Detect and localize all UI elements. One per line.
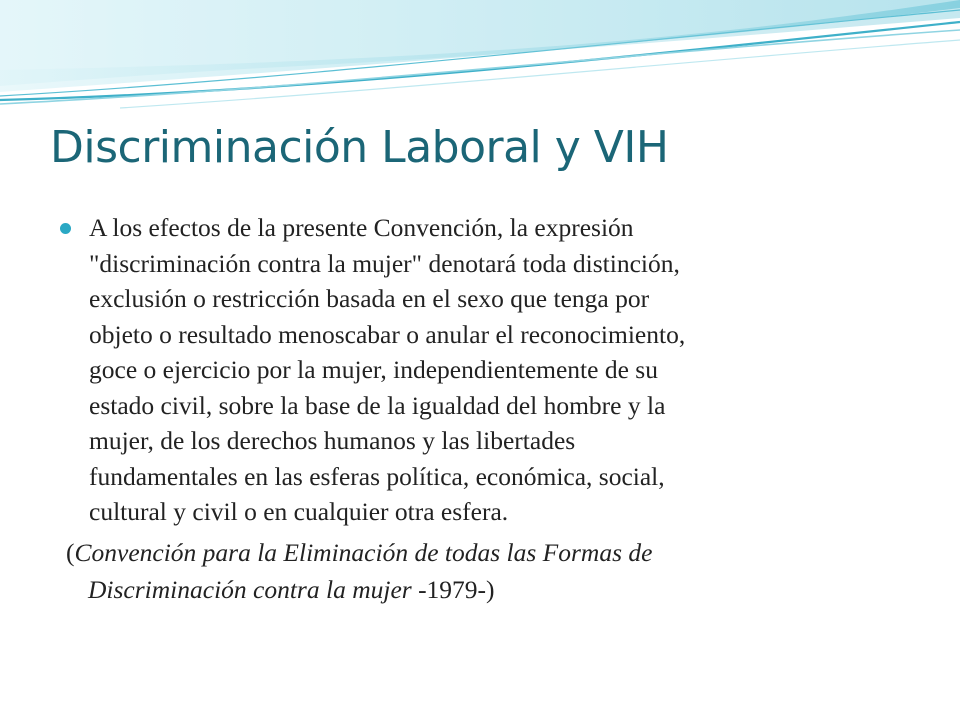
- bullet-line: objeto o resultado menoscabar o anular el reconocimiento,: [89, 319, 686, 349]
- bullet-line: estado civil, sobre la base de la igualdad del hombre y la: [89, 390, 666, 420]
- citation-title-part-1: Convención para la Eliminación de todas las Formas de: [74, 537, 653, 567]
- bullet-item: [60, 210, 910, 530]
- citation-open-paren: (: [66, 537, 75, 567]
- citation-title-part-2: Discriminación contra la mujer: [88, 574, 412, 604]
- slide-content: [60, 210, 910, 608]
- bullet-line: goce o ejercicio por la mujer, independientemente de su: [89, 355, 658, 384]
- bullet-line: fundamentales en las esferas política, económica, social,: [89, 461, 665, 491]
- citation-line-1: [66, 534, 910, 571]
- bullet-line: exclusión o restricción basada en el sexo que tenga por: [89, 284, 650, 313]
- bullet-line: cultural y civil o en cualquier otra esfera.: [89, 497, 509, 526]
- citation-line-2: [66, 571, 910, 608]
- bullet-icon: [60, 223, 71, 234]
- slide-title: Discriminación Laboral y VIH: [50, 122, 669, 173]
- bullet-line: "discriminación contra la mujer" denotará toda distinción,: [89, 248, 680, 278]
- bullet-text: [89, 210, 910, 530]
- citation-year: -1979-): [411, 574, 495, 604]
- decorative-wave-header: [0, 0, 960, 120]
- bullet-line: A los efectos de la presente Convención, la expresión: [89, 213, 634, 242]
- bullet-line: mujer, de los derechos humanos y las libertades: [89, 426, 576, 455]
- citation: [60, 534, 910, 608]
